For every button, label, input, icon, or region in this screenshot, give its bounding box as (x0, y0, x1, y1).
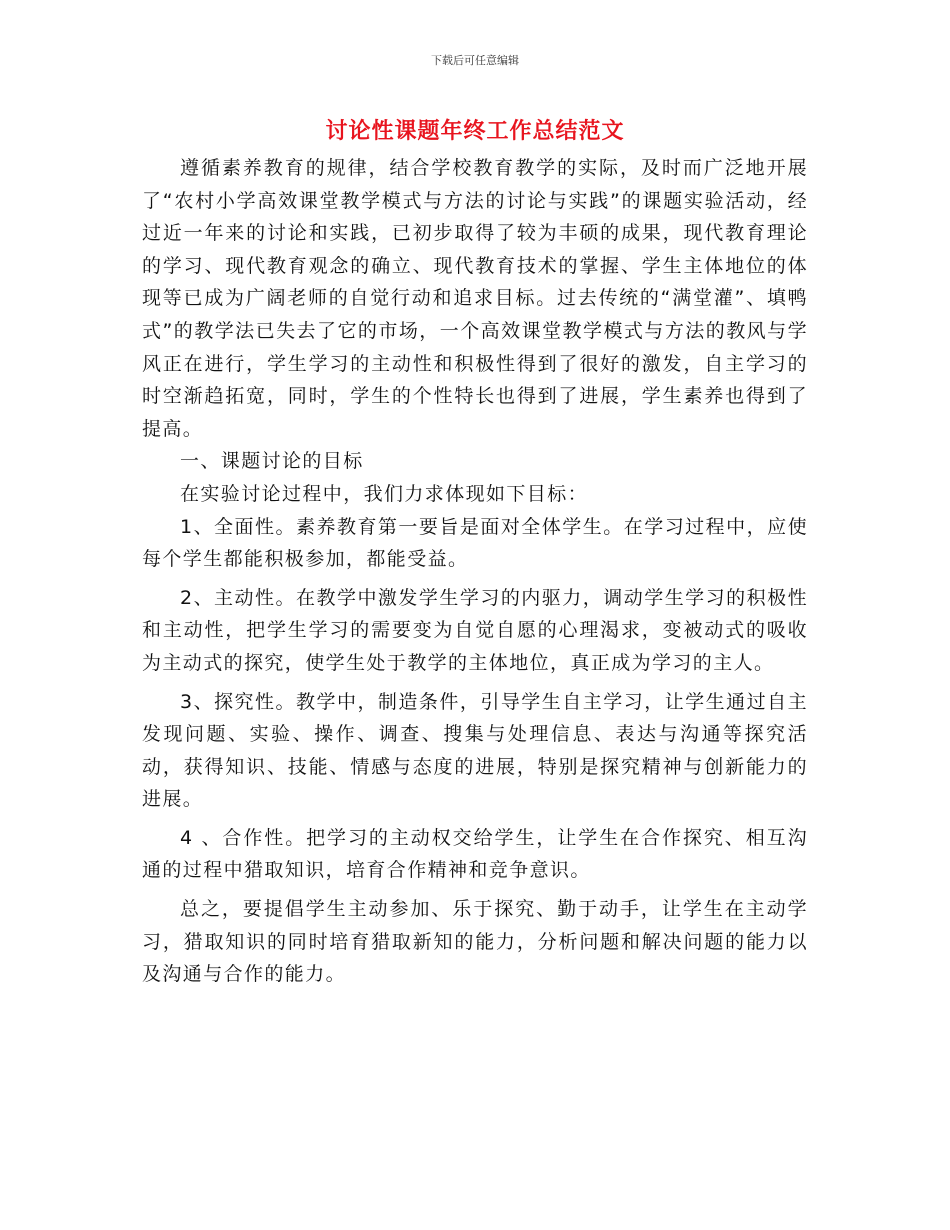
paragraph-summary: 总之，要提倡学生主动参加、乐于探究、勤于动手，让学生在主动学习，猎取知识的同时培育猎取新知的能力，分析问题和解决问题的能力以及沟通与合作的能力。 (142, 898, 808, 986)
paragraph-intro: 遵循素养教育的规律，结合学校教育教学的实际，及时而广泛地开展了“农村小学高效课堂教学模式与方法的讨论与实践”的课题实验活动，经过近一年来的讨论和实践，已初步取得了较为丰硕的成果，现代教育理论的学习、现代教育观念的确立、现代教育技术的掌握、学生主体地位的体现等已成为广阔老师的自觉行动和追求目标。过去传统的“满堂灌”、填鸭式”的教学法已失去了它的市场，一个高效课堂教学模式与方法的教风与学风正在进行，学生学习的主动性和积极性得到了很好的激发，自主学习的时空渐趋拓宽，同时，学生的个性特长也得到了进展，学生素养也得到了提高。 (142, 157, 808, 440)
paragraph-goal-intro: 在实验讨论过程中，我们力求体现如下目标： (180, 482, 589, 505)
document-body (142, 152, 808, 991)
paragraph-goal-4: 4 、合作性。把学习的主动权交给学生，让学生在合作探究、相互沟通的过程中猎取知识，培育合作精神和竞争意识。 (142, 826, 808, 882)
section-heading: 一、课题讨论的目标 (180, 450, 364, 473)
paragraph-goal-1: 1、全面性。素养教育第一要旨是面对全体学生。在学习过程中，应使每个学生都能积极参加，都能受益。 (142, 515, 808, 571)
paragraph-goal-2: 2、主动性。在教学中激发学生学习的内驱力，调动学生学习的积极性和主动性，把学生学习的需要变为自觉自愿的心理渴求，变被动式的吸收为主动式的探究，使学生处于教学的主体地位，真正成为学习的主人。 (142, 586, 808, 674)
header-note: 下载后可任意编辑 (431, 54, 519, 67)
document-title: 讨论性课题年终工作总结范文 (325, 118, 625, 144)
paragraph-goal-3: 3、探究性。教学中，制造条件，引导学生自主学习，让学生通过自主发现问题、实验、操作、调查、搜集与处理信息、表达与沟通等探究活动，获得知识、技能、情感与态度的进展，特别是探究精神与创新能力的进展。 (142, 690, 808, 811)
